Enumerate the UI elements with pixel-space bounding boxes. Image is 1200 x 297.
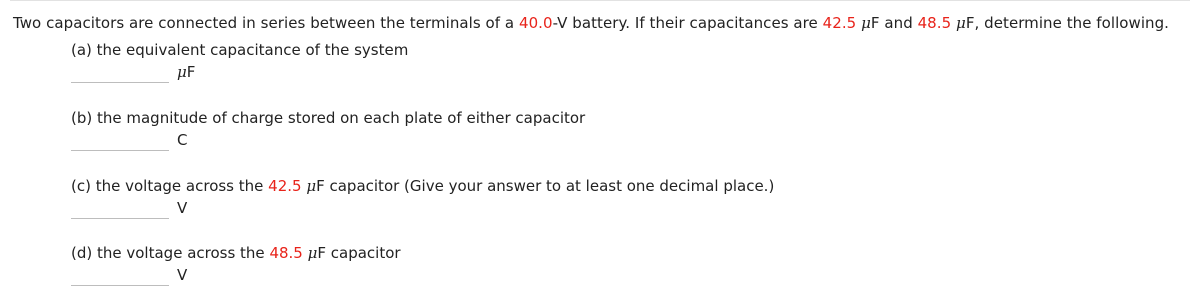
problem-intro: Two capacitors are connected in series between the terminals of a [13,14,519,32]
capacitance-1-value: 42.5 [822,14,857,32]
part-a-label: (a) the equivalent capacitance of the system [71,41,409,59]
part-c-label-post: F capacitor (Give your answer to at least one decimal place.) [316,177,775,195]
part-d-unit: V [177,266,188,284]
part-d-label [71,243,1071,263]
capacitance-1-unit-f: F [870,14,880,32]
part-d-mu: μ [307,244,318,262]
part-b [71,108,1071,152]
part-d [71,243,1071,287]
part-d-capacitance-value: 48.5 [269,244,303,262]
part-c-unit: V [177,199,188,217]
problem-and: and [879,14,918,32]
battery-voltage-value: 40.0 [518,14,553,32]
part-a-unit-rest: F [186,63,196,81]
part-d-answer-input[interactable] [71,265,169,286]
part-c-mu: μ [306,177,317,195]
part-c-capacitance-value: 42.5 [268,177,302,195]
part-c-label [71,176,1071,196]
capacitance-1-unit-mu: μ [861,14,871,32]
part-b-label: (b) the magnitude of charge stored on each plate of either capacitor [71,109,586,127]
problem-after-voltage: -V battery. If their capacitances are [552,14,823,32]
part-c-label-pre: (c) the voltage across the [71,177,269,195]
part-d-answer-row [71,265,1071,287]
part-a [71,40,1071,84]
top-divider [10,0,1190,1]
part-b-unit: C [177,131,188,149]
part-c-answer-row [71,198,1071,220]
capacitance-2-unit-mu: μ [956,14,966,32]
part-a-unit-mu: μ [177,63,187,81]
part-b-answer-row [71,130,1071,152]
part-d-label-pre: (d) the voltage across the [71,244,270,262]
capacitance-2-value: 48.5 [917,14,952,32]
part-d-label-post: F capacitor [317,244,401,262]
part-a-unit [177,62,195,82]
part-b-answer-input[interactable] [71,130,169,151]
part-a-answer-row [71,62,1071,84]
part-a-answer-input[interactable] [71,62,169,83]
problem-determine: F, determine the following. [965,14,1169,32]
problem-statement [13,13,1169,33]
part-c [71,176,1071,220]
part-c-answer-input[interactable] [71,198,169,219]
